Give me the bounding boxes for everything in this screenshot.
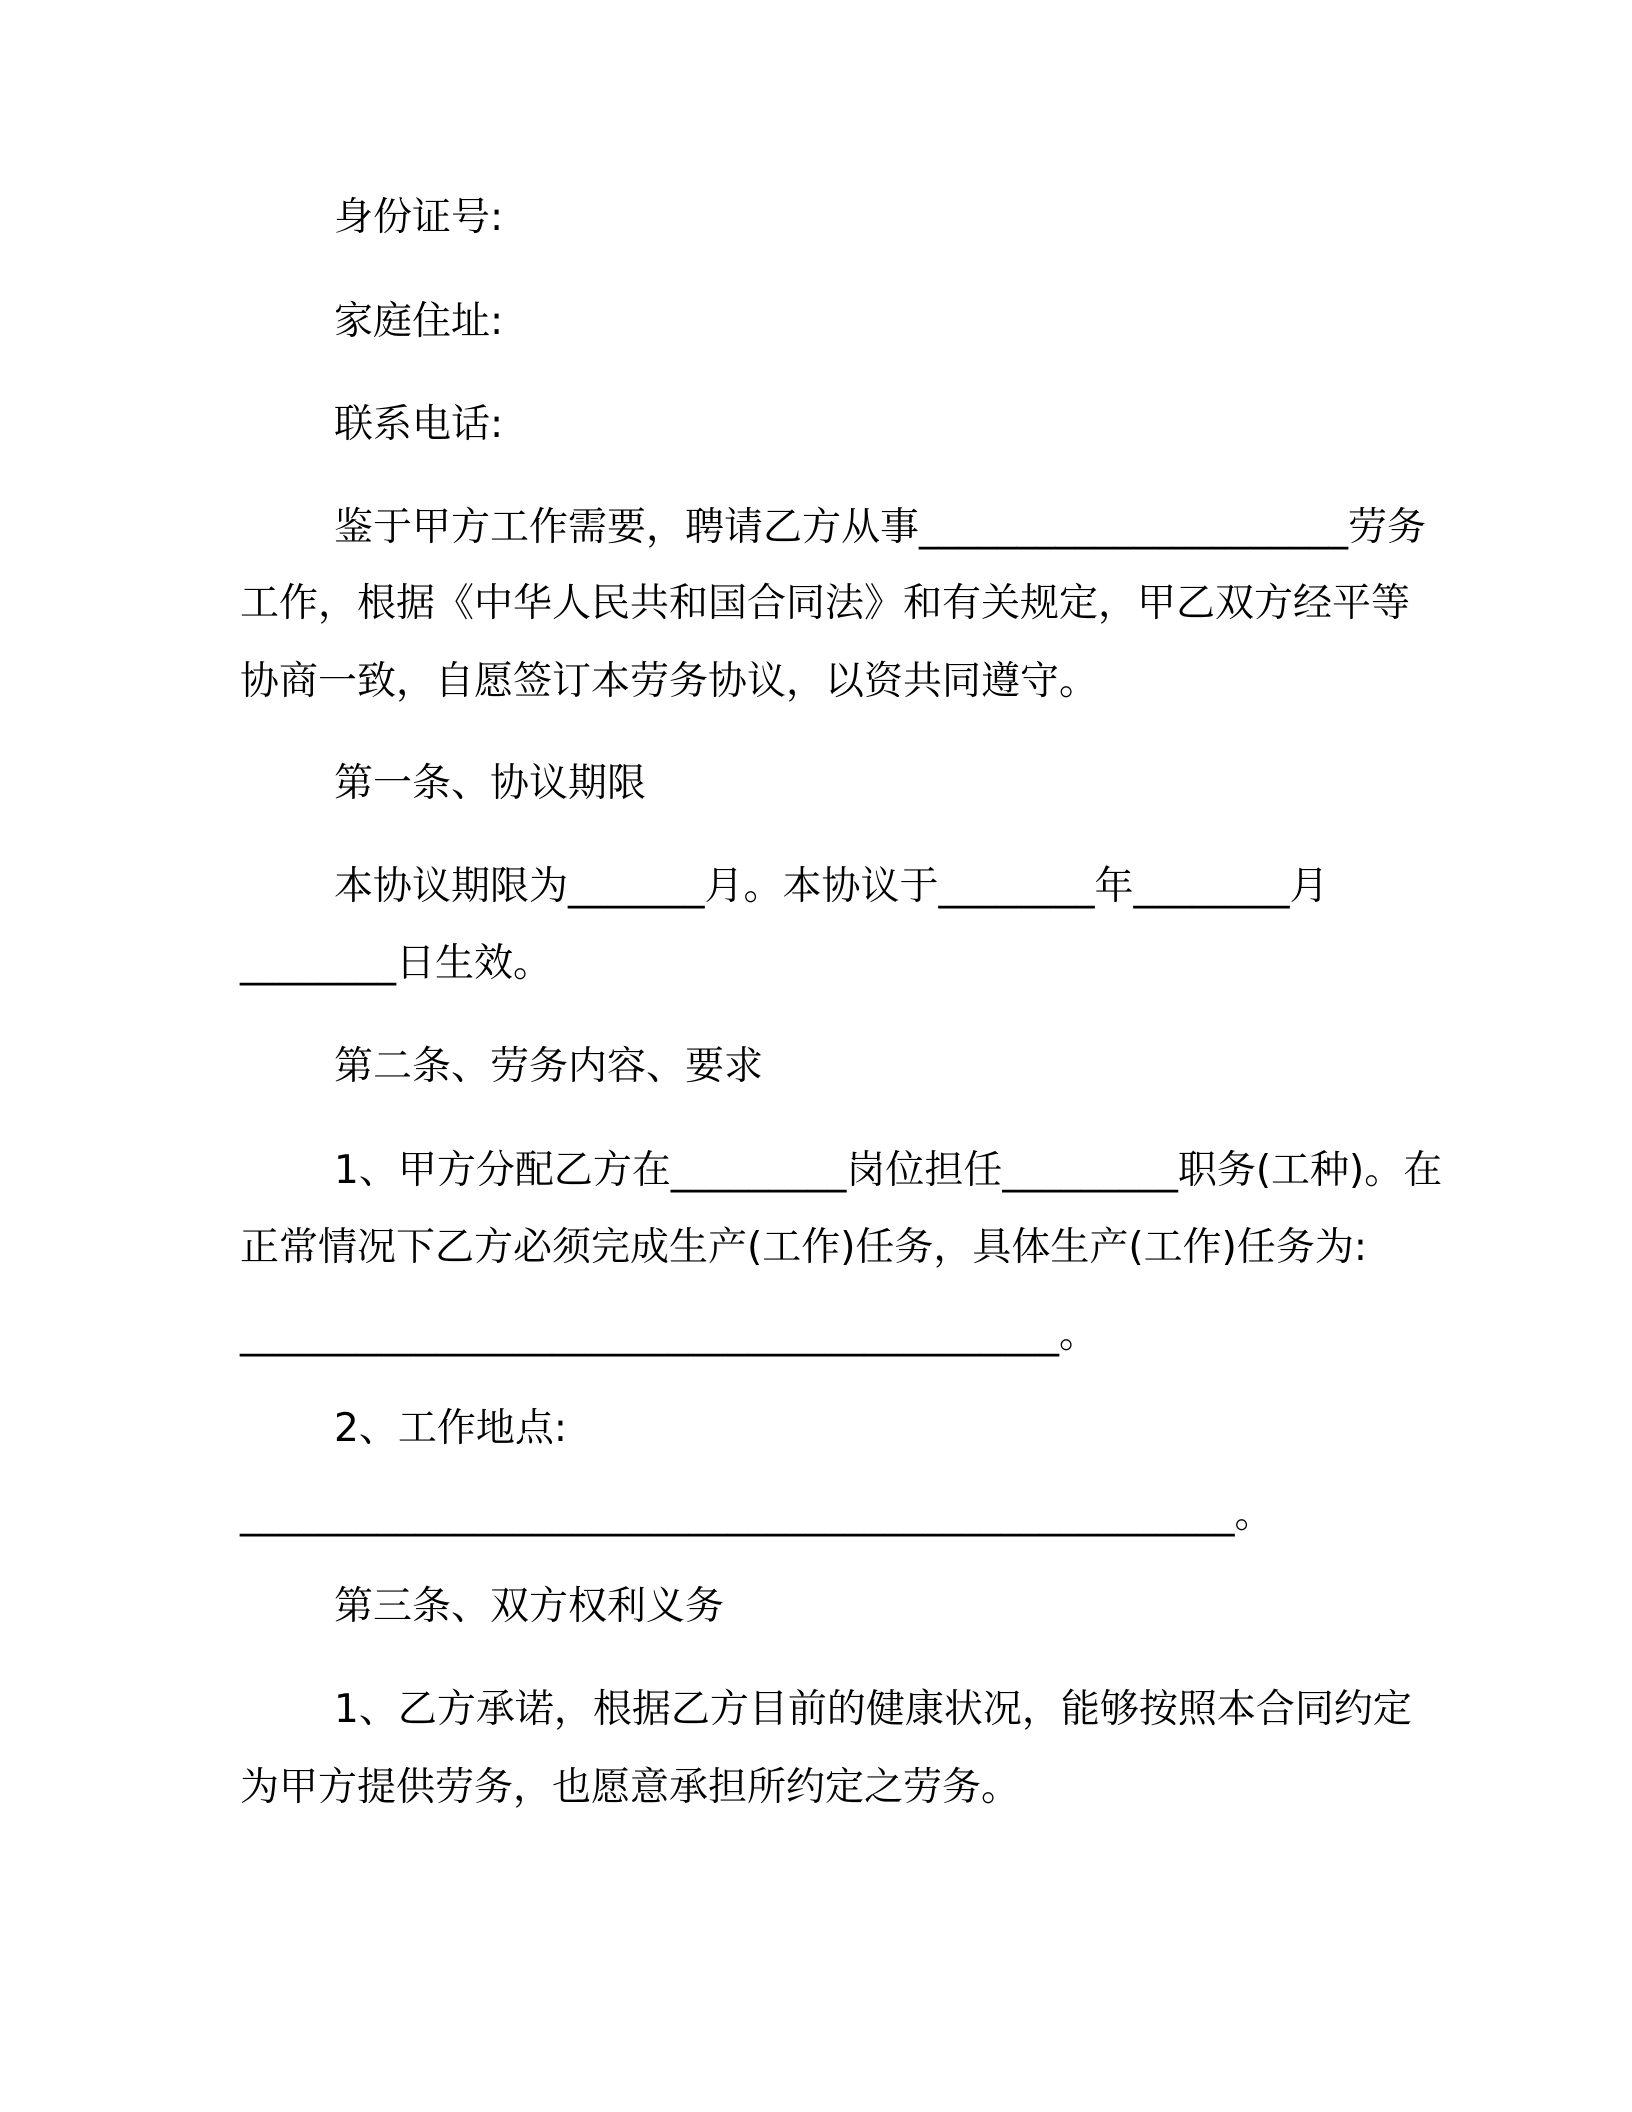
article-2-item-1-line-2: 正常情况下乙方必须完成生产(工作)任务，具体生产(工作)任务为:	[240, 1225, 1368, 1270]
article-3-heading: 第三条、双方权利义务	[334, 1584, 725, 1629]
article-3-item-1-line-2: 为甲方提供劳务，也愿意承担所约定之劳务。	[240, 1765, 1021, 1810]
id-number-label: 身份证号:	[334, 195, 504, 240]
article-2-item-1-line-1: 1、甲方分配乙方在_________岗位担任_________职务(工种)。在	[334, 1148, 1443, 1193]
article-2-item-2-line-1: 2、工作地点:	[334, 1406, 567, 1451]
intro-line-3: 协商一致，自愿签订本劳务协议，以资共同遵守。	[240, 659, 1099, 704]
article-1-line-1: 本协议期限为_______月。本协议于________年________月	[334, 864, 1329, 909]
article-3-item-1-line-1: 1、乙方承诺，根据乙方目前的健康状况，能够按照本合同约定	[334, 1687, 1412, 1732]
article-1-line-2: ________日生效。	[240, 941, 553, 986]
article-2-item-2-line-2: ___________________________________________________。	[240, 1492, 1274, 1537]
intro-line-2: 工作，根据《中华人民共和国合同法》和有关规定，甲乙双方经平等	[240, 581, 1411, 626]
article-1-heading: 第一条、协议期限	[334, 761, 647, 806]
article-2-heading: 第二条、劳务内容、要求	[334, 1044, 764, 1089]
article-2-item-1-line-3: __________________________________________。	[240, 1312, 1098, 1357]
intro-line-1: 鉴于甲方工作需要，聘请乙方从事______________________劳务	[334, 505, 1427, 550]
home-address-label: 家庭住址:	[334, 299, 504, 344]
phone-label: 联系电话:	[334, 402, 504, 447]
